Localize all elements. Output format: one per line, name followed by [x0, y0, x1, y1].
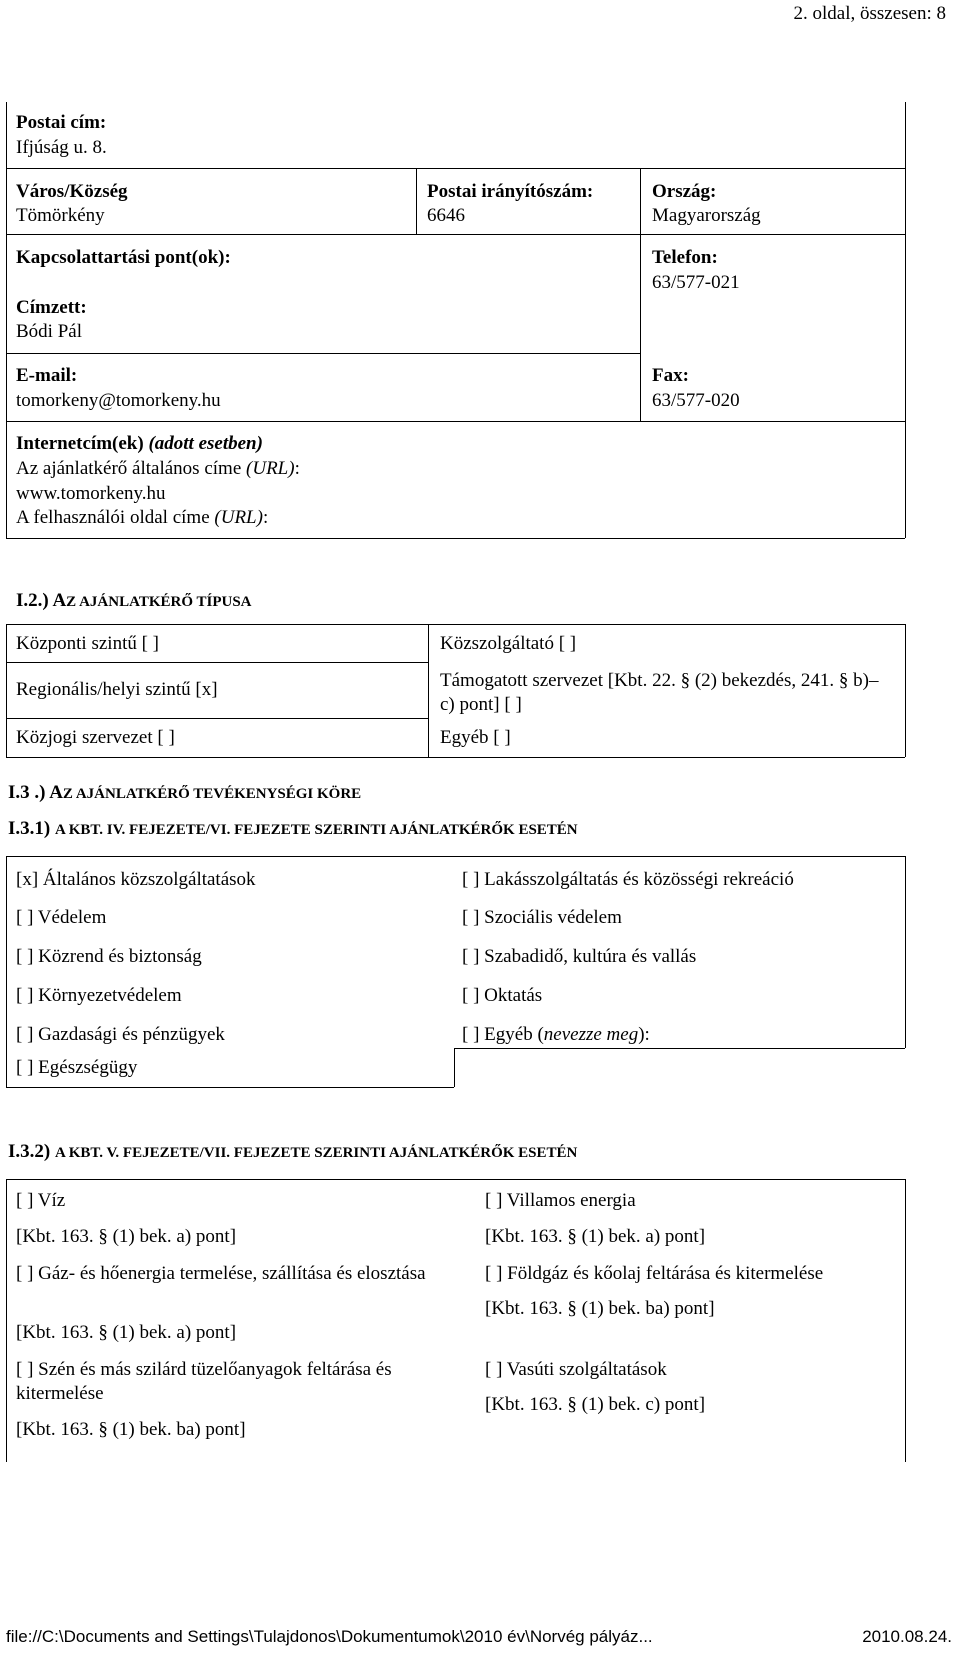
- city-label: Város/Község: [16, 181, 128, 202]
- fax: 63/577-020: [652, 390, 740, 411]
- activity-general-public-services: [x] Általános közszolgáltatások: [16, 869, 256, 890]
- email: tomorkeny@tomorkeny.hu: [16, 390, 221, 411]
- email-label: E-mail:: [16, 365, 78, 386]
- buyer-type-supported: Támogatott szervezet [Kbt. 22. § (2) bekezdés, 241. § b)–c) pont] [ ]: [440, 670, 879, 715]
- internet-label: Internetcím(ek) (adott esetben): [16, 433, 263, 454]
- buyer-profile-url-label: A felhasználói oldal címe (URL):: [16, 507, 269, 528]
- utility-electricity-ref: [Kbt. 163. § (1) bek. a) pont]: [485, 1226, 706, 1247]
- general-url-label: Az ajánlatkérő általános címe (URL):: [16, 458, 300, 479]
- section-i3-heading: I.3 .) AZ AJÁNLATKÉRŐ TEVÉKENYSÉGI KÖRE: [8, 782, 362, 803]
- country: Magyarország: [652, 205, 761, 226]
- buyer-type-public-service: Közszolgáltató [ ]: [440, 633, 577, 654]
- activity-environment: [ ] Környezetvédelem: [16, 985, 182, 1006]
- recipient: Bódi Pál: [16, 321, 82, 342]
- fax-label: Fax:: [652, 365, 689, 386]
- recipient-label: Címzett:: [16, 297, 87, 318]
- activity-defence: [ ] Védelem: [16, 907, 107, 928]
- utility-electricity-label: [ ] Villamos energia: [485, 1190, 636, 1211]
- page-number: 2. oldal, összesen: 8: [793, 3, 946, 24]
- section-i32-heading: I.3.2) A KBT. V. FEJEZETE/VII. FEJEZETE SZERINTI AJÁNLATKÉRŐK ESETÉN: [8, 1141, 578, 1162]
- utility-oil-gas-label: [ ] Földgáz és kőolaj feltárása és kitermelése: [485, 1263, 824, 1284]
- activity-housing-community: [ ] Lakásszolgáltatás és közösségi rekreáció: [462, 869, 794, 890]
- zip: 6646: [427, 205, 465, 226]
- buyer-type-central: Központi szintű [ ]: [16, 633, 160, 654]
- phone: 63/577-021: [652, 272, 740, 293]
- city: Tömörkény: [16, 205, 105, 226]
- zip-label: Postai irányítószám:: [427, 181, 594, 202]
- utility-water-ref: [Kbt. 163. § (1) bek. a) pont]: [16, 1226, 237, 1247]
- activity-education: [ ] Oktatás: [462, 985, 543, 1006]
- buyer-type-other: Egyéb [ ]: [440, 727, 511, 748]
- activity-recreation-culture-religion: [ ] Szabadidő, kultúra és vallás: [462, 946, 697, 967]
- contact-points-label: Kapcsolattartási pont(ok):: [16, 247, 231, 268]
- postal-address-label: Postai cím:: [16, 112, 107, 133]
- section-i2-heading: I.2.) AZ AJÁNLATKÉRŐ TÍPUSA: [16, 590, 252, 611]
- activity-health: [ ] Egészségügy: [16, 1057, 138, 1078]
- phone-label: Telefon:: [652, 247, 718, 268]
- general-url: www.tomorkeny.hu: [16, 483, 166, 504]
- footer-file-path: file://C:\Documents and Settings\Tulajdonos\Dokumentumok\2010 év\Norvég pályáz...: [6, 1627, 653, 1646]
- utility-gas-heat-label: [ ] Gáz- és hőenergia termelése, szállítása és elosztása: [16, 1263, 426, 1284]
- activity-other: [ ] Egyéb (nevezze meg):: [462, 1024, 650, 1045]
- buyer-type-public-law: Közjogi szervezet [ ]: [16, 727, 175, 748]
- footer-date: 2010.08.24.: [862, 1627, 952, 1646]
- utility-railway-ref: [Kbt. 163. § (1) bek. c) pont]: [485, 1394, 706, 1415]
- activity-public-order-safety: [ ] Közrend és biztonság: [16, 946, 202, 967]
- activity-economic-financial: [ ] Gazdasági és pénzügyek: [16, 1024, 225, 1045]
- utility-railway-label: [ ] Vasúti szolgáltatások: [485, 1359, 667, 1380]
- activity-social-protection: [ ] Szociális védelem: [462, 907, 622, 928]
- utility-water-label: [ ] Víz: [16, 1190, 66, 1211]
- utility-gas-heat-ref: [Kbt. 163. § (1) bek. a) pont]: [16, 1322, 237, 1343]
- postal-address: Ifjúság u. 8.: [16, 137, 107, 158]
- country-label: Ország:: [652, 181, 717, 202]
- section-i31-heading: I.3.1) A KBT. IV. FEJEZETE/VI. FEJEZETE SZERINTI AJÁNLATKÉRŐK ESETÉN: [8, 818, 578, 839]
- utility-coal-label: [ ] Szén és más szilárd tüzelőanyagok feltárása és kitermelése: [16, 1359, 392, 1404]
- utility-coal-ref: [Kbt. 163. § (1) bek. ba) pont]: [16, 1419, 246, 1440]
- utility-oil-gas-ref: [Kbt. 163. § (1) bek. ba) pont]: [485, 1298, 715, 1319]
- buyer-type-regional: Regionális/helyi szintű [x]: [16, 679, 218, 700]
